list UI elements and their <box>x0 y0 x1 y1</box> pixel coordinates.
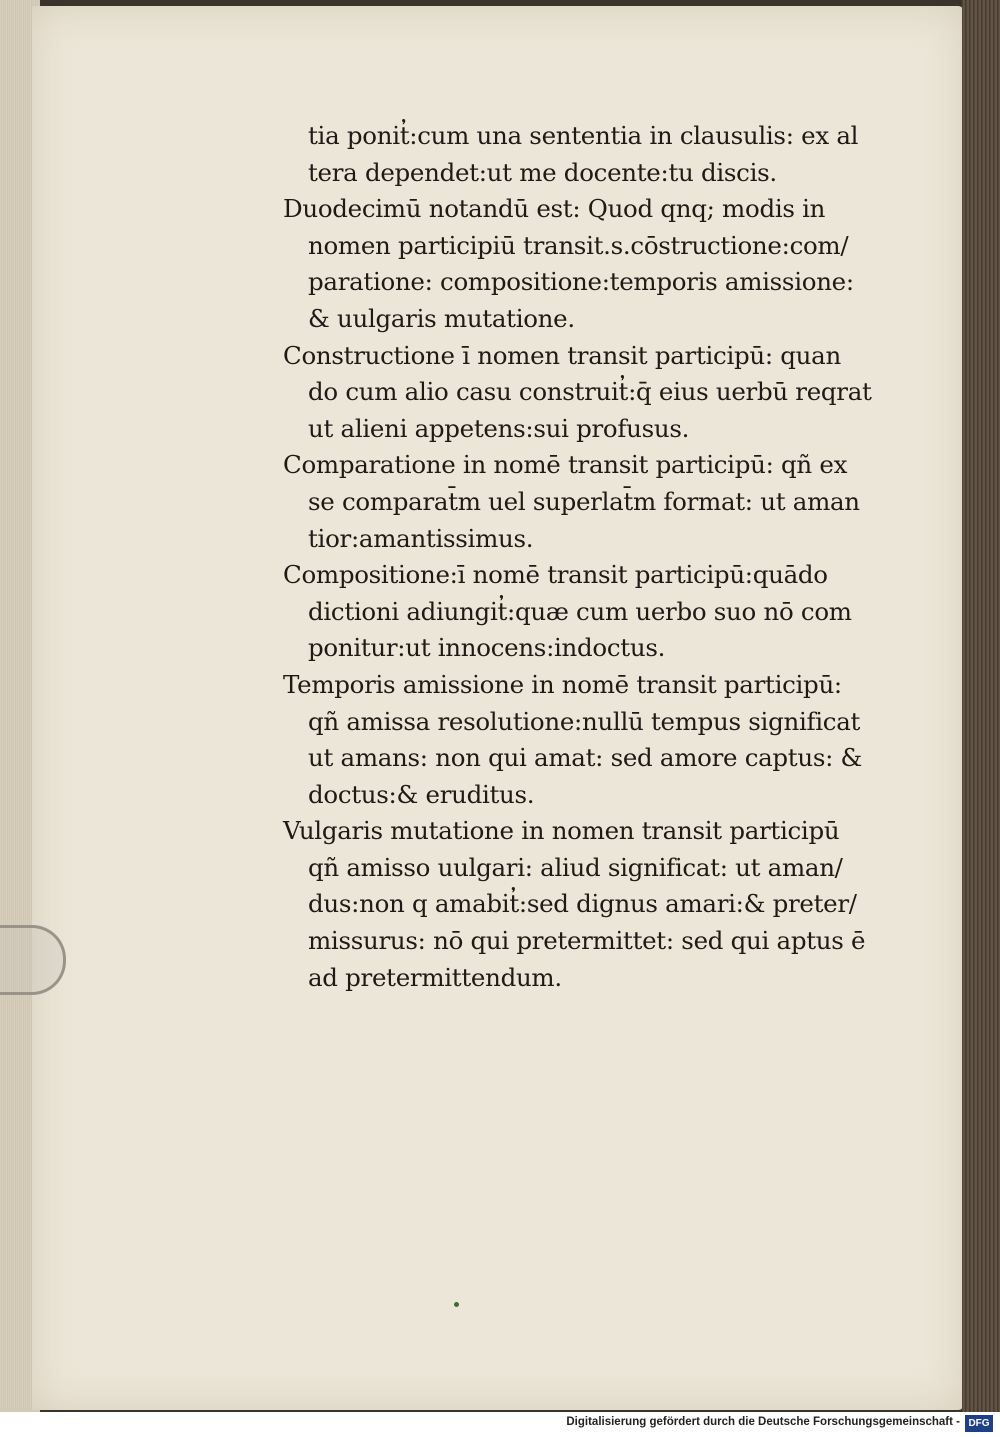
paper-clip <box>0 925 66 995</box>
text-line: ut amans: non qui amat: sed amore captus: & <box>308 743 863 773</box>
text-line: tia ponit̓:cum una sententia in clausulis: ex al <box>308 121 859 150</box>
text-line: qñ amissa resolutione:nullū tempus significat <box>308 706 861 736</box>
text-line: Compositione:ī nomē transit participū:quādo <box>283 560 828 590</box>
text-line: Constructione ī nomen transit participū: quan <box>283 340 841 370</box>
footer-credit: Digitalisierung gefördert durch die Deutsche Forschungsgemeinschaft - <box>566 1416 960 1428</box>
text-line: doctus:& eruditus. <box>308 779 535 809</box>
text-line: paratione: compositione:temporis amissione: <box>308 267 854 297</box>
paper-speck <box>454 1302 459 1307</box>
text-line: Comparatione in nomē transit participū: qñ ex <box>283 450 848 480</box>
text-line: Vulgaris mutatione in nomen transit participū <box>283 816 840 846</box>
text-line: se comparat̄m uel superlat̄m format: ut aman <box>308 486 860 516</box>
text-line: Temporis amissione in nomē transit participū: <box>283 669 842 699</box>
text-line: missurus: nō qui pretermittet: sed qui aptus ē <box>308 926 866 956</box>
text-line: dictioni adiungit̓:quæ cum uerbo suo nō com <box>308 596 852 626</box>
text-line: ad pretermittendum. <box>308 962 562 992</box>
text-line: tera dependet:ut me docente:tu discis. <box>308 157 777 187</box>
text-line: dus:non q amabit̓:sed dignus amari:& preter/ <box>308 889 857 919</box>
right-binding-edges <box>962 0 1000 1412</box>
dfg-logo: DFG <box>965 1415 993 1432</box>
text-line: qñ amisso uulgari: aliud significat: ut aman/ <box>308 852 843 882</box>
text-line: nomen participiū transit.s.cōstructione:com/ <box>308 230 849 260</box>
text-line: ut alieni appetens:sui profusus. <box>308 413 690 443</box>
text-line: Duodecimū notandū est: Quod qnq; modis in <box>283 194 826 224</box>
text-line: tior:amantissimus. <box>308 523 534 553</box>
page-text <box>283 118 883 996</box>
text-line: do cum alio casu construit̓:q̄ eius uerbū reqrat <box>308 377 872 407</box>
text-line: & uulgaris mutatione. <box>308 303 575 333</box>
text-line: ponitur:ut innocens:indoctus. <box>308 633 666 663</box>
